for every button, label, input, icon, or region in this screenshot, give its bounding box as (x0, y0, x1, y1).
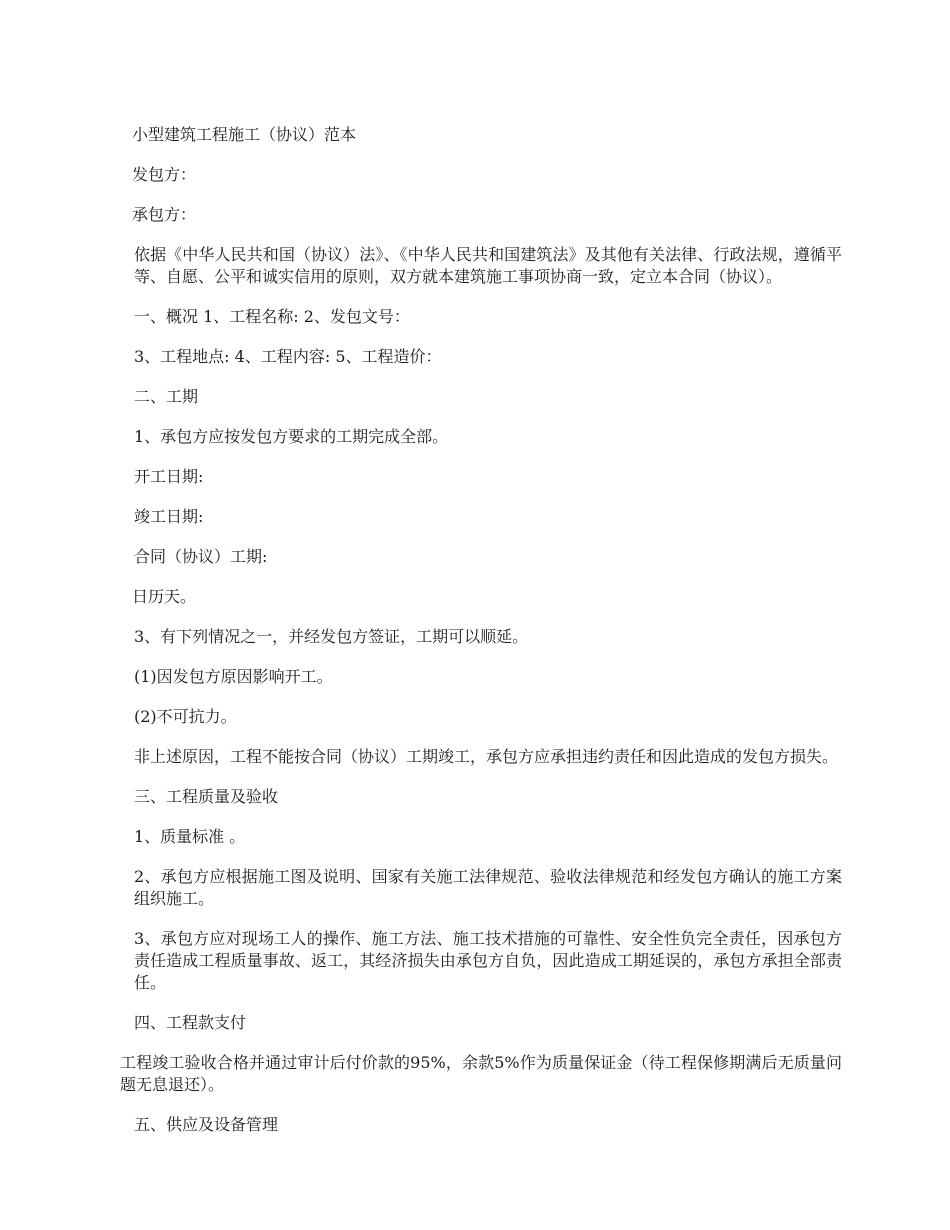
paragraph-location: 3、工程地点: 4、工程内容: 5、工程造价： (134, 347, 442, 366)
section-heading-supply: 五、供应及设备管理 (134, 1115, 279, 1134)
section-heading-schedule: 二、工期 (134, 387, 199, 406)
paragraph-basis: 依据《中华人民共和国（协议）法》、《中华人民共和国建筑法》及其他有关法律、行政法规，遵循平等、自愿、公平和诚实信用的原则，双方就本建筑施工事项协商一致，定立本合同（协议）。 (134, 245, 842, 286)
paragraph-schedule-3: 3、有下列情况之一，并经发包方签证，工期可以顺延。 (134, 627, 529, 646)
section-heading-quality: 三、工程质量及验收 (134, 787, 279, 806)
paragraph-quality-2: 2、承包方应根据施工图及说明、国家有关施工法律规范、验收法律规范和经发包方确认的施工方案组织施工。 (134, 867, 842, 908)
paragraph-extension-2: (2)不可抗力。 (134, 707, 237, 726)
paragraph-employer: 发包方： (132, 165, 197, 184)
paragraph-duration: 合同（协议）工期: (134, 547, 268, 566)
paragraph-liability: 非上述原因，工程不能按合同（协议）工期竣工，承包方应承担违约责任和因此造成的发包方损失。 (134, 747, 839, 766)
paragraph-payment: 工程竣工验收合格并通过审计后付价款的95%，余款5%作为质量保证金（待工程保修期满后无质量问题无息退还）。 (120, 1053, 842, 1094)
paragraph-start-date: 开工日期: (134, 467, 204, 486)
paragraph-overview: 一、概况 1、工程名称: 2、发包文号： (134, 307, 410, 326)
paragraph-quality-3: 3、承包方应对现场工人的操作、施工方法、施工技术措施的可靠性、安全性负完全责任，因承包方责任造成工程质量事故、返工，其经济损失由承包方自负，因此造成工期延误的，承包方承担全部责任。 (134, 929, 842, 992)
paragraph-end-date: 竣工日期: (134, 507, 204, 526)
document-title: 小型建筑工程施工（协议）范本 (132, 125, 357, 144)
paragraph-contractor: 承包方： (132, 205, 197, 224)
paragraph-schedule-1: 1、承包方应按发包方要求的工期完成全部。 (134, 427, 449, 446)
section-heading-payment: 四、工程款支付 (134, 1013, 247, 1032)
document-page (112, 124, 842, 1154)
paragraph-extension-1: (1)因发包方原因影响开工。 (134, 667, 333, 686)
paragraph-quality-1: 1、质量标准 。 (134, 827, 246, 846)
paragraph-calendar-days: 日历天。 (132, 587, 197, 606)
